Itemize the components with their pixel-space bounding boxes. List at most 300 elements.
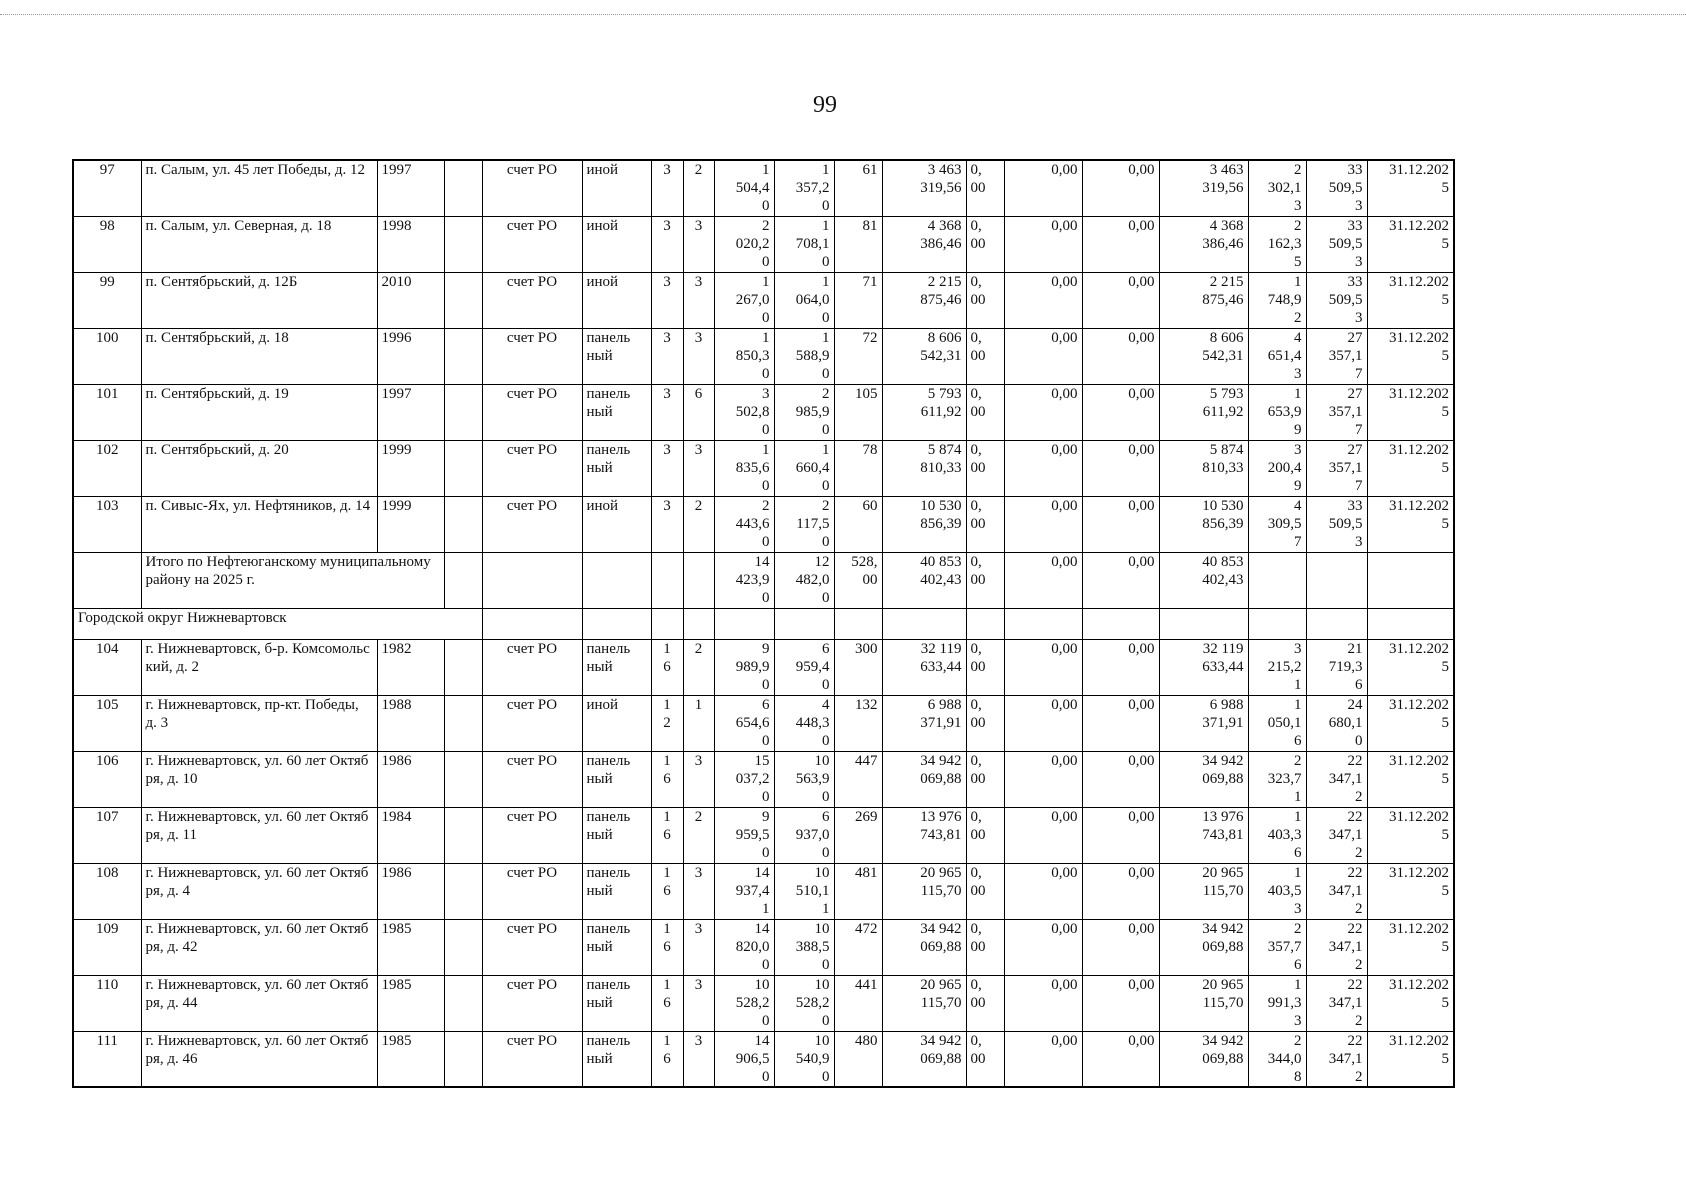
fund-d [1159,272,1248,328]
area-living-text: 10 528,2 0 [795,976,830,1029]
plan-date [1367,807,1454,863]
empty-cell [444,863,482,919]
row-number [73,639,141,695]
wall-material [582,496,651,552]
cost-total-text: 6 988 371,91 [920,696,962,731]
empty-cell [444,216,482,272]
fund-a [966,919,1004,975]
residents-text: 61 [862,162,878,178]
floors-text: 1 6 [663,976,671,1011]
cost-total [882,552,966,608]
build-year-text: 1997 [381,385,412,402]
plan-date-text: 31.12.202 5 [1389,273,1449,308]
area-total [714,695,774,751]
fund-c-text: 0,00 [1128,385,1155,402]
max-cost [1306,751,1367,807]
cost-total [882,919,966,975]
plan-date [1367,919,1454,975]
fund-b-text: 0,00 [1051,1032,1078,1049]
residents [834,807,882,863]
cost-total-text: 5 793 611,92 [920,385,962,420]
floors-text: 3 [663,497,671,514]
plan-date-text: 31.12.202 5 [1389,640,1449,675]
fund-b [1004,863,1082,919]
fund-d [1159,919,1248,975]
cost-total-text: 20 965 115,70 [920,864,962,899]
fund-method [482,1031,582,1087]
wall-material [582,695,651,751]
max-cost [1306,272,1367,328]
address [141,440,377,496]
fund-method-text: счет РО [506,752,558,769]
max-cost [1306,384,1367,440]
max-cost [1306,216,1367,272]
max-cost [1306,496,1367,552]
fund-d-text: 3 463 319,56 [1202,162,1244,196]
area-total [714,384,774,440]
area-living [774,975,834,1031]
build-year [377,1031,444,1087]
area-living-text: 1 660,4 0 [795,441,830,494]
residents [834,695,882,751]
table-row [73,328,1454,384]
fund-c [1082,440,1159,496]
address-text: п. Сентябрьский, д. 19 [145,385,289,402]
fund-d-text: 13 976 743,81 [1202,808,1244,843]
unit-cost-text: 3 200,4 9 [1267,441,1302,494]
total-label [141,552,444,608]
empty-cell [651,608,683,639]
cost-total [882,863,966,919]
fund-c [1082,552,1159,608]
fund-method-text: счет РО [506,385,558,402]
floors [651,975,683,1031]
fund-d [1159,807,1248,863]
fund-c [1082,384,1159,440]
area-total-text: 1 835,6 0 [735,441,770,494]
row-number-text: 110 [96,976,119,993]
fund-method-text: счет РО [506,497,558,514]
empty-cell [444,160,482,216]
entrances [683,807,714,863]
build-year [377,272,444,328]
repair-register-table [72,159,1455,1088]
build-year-text: 1988 [381,696,412,713]
plan-date [1367,496,1454,552]
cost-total [882,975,966,1031]
unit-cost-text: 1 403,5 3 [1267,864,1302,917]
entrances [683,496,714,552]
empty-cell [444,807,482,863]
fund-d [1159,160,1248,216]
residents-text: 60 [862,497,878,514]
fund-c-text: 0,00 [1128,441,1155,458]
empty-cell [444,384,482,440]
address [141,919,377,975]
section-title-text: Городской округ Нижневартовск [78,609,287,626]
build-year [377,440,444,496]
area-total [714,160,774,216]
fund-a-text: 0, 00 [970,808,986,843]
unit-cost-text: 1 050,1 6 [1267,696,1302,749]
floors-text: 1 6 [663,1032,671,1067]
fund-b [1004,160,1082,216]
row-number [73,496,141,552]
residents [834,496,882,552]
row-number-text: 105 [96,696,119,713]
build-year-text: 1984 [381,808,412,825]
fund-c-text: 0,00 [1128,273,1155,290]
table-row [73,639,1454,695]
plan-date-text: 31.12.202 5 [1389,217,1449,252]
floors-text: 3 [663,217,671,234]
wall-material-text: иной [586,162,619,178]
max-cost [1306,807,1367,863]
fund-c [1082,695,1159,751]
table-row [73,975,1454,1031]
area-total-text: 10 528,2 0 [735,976,770,1029]
area-total [714,552,774,608]
unit-cost [1248,1031,1306,1087]
plan-date-text: 31.12.202 5 [1389,864,1449,899]
residents-text: 269 [855,808,878,825]
floors [651,496,683,552]
entrances-text: 1 [694,696,703,713]
fund-c-text: 0,00 [1128,329,1155,346]
fund-d [1159,552,1248,608]
max-cost-text: 27 357,1 7 [1328,385,1363,438]
entrances-text: 2 [694,497,703,514]
fund-b-text: 0,00 [1051,329,1078,346]
entrances-text: 3 [694,329,703,346]
wall-material [582,639,651,695]
cost-total-text: 5 874 810,33 [920,441,962,476]
cost-total [882,160,966,216]
floors [651,919,683,975]
plan-date [1367,384,1454,440]
fund-b [1004,496,1082,552]
residents [834,552,882,608]
floors [651,1031,683,1087]
fund-c [1082,160,1159,216]
max-cost-text: 27 357,1 7 [1328,329,1363,382]
unit-cost [1248,272,1306,328]
plan-date [1367,160,1454,216]
empty-cell [1004,608,1082,639]
unit-cost-text: 2 302,1 3 [1267,162,1302,214]
floors-text: 1 6 [663,640,671,675]
fund-b-text: 0,00 [1051,441,1078,458]
max-cost [1306,863,1367,919]
residents-text: 132 [855,696,878,713]
max-cost-text: 22 347,1 2 [1328,1032,1363,1085]
total-row [73,552,1454,608]
max-cost [1306,1031,1367,1087]
fund-c-text: 0,00 [1128,1032,1155,1049]
residents [834,1031,882,1087]
row-number [73,975,141,1031]
unit-cost-text: 2 323,7 1 [1267,752,1302,805]
empty-cell [714,608,774,639]
cost-total-text: 4 368 386,46 [920,217,962,252]
unit-cost [1248,751,1306,807]
area-total [714,216,774,272]
unit-cost-text: 2 357,7 6 [1267,920,1302,973]
area-living [774,919,834,975]
fund-d-text: 34 942 069,88 [1202,1032,1244,1067]
max-cost-text: 22 347,1 2 [1328,976,1363,1029]
wall-material-text: панель ный [586,864,631,899]
plan-date-text: 31.12.202 5 [1389,696,1449,731]
table-row [73,695,1454,751]
fund-method [482,975,582,1031]
residents-text: 71 [862,273,878,290]
wall-material [582,807,651,863]
residents [834,160,882,216]
fund-a-text: 0, 00 [970,864,986,899]
floors-text: 3 [663,441,671,458]
fund-a-text: 0, 00 [970,696,986,731]
entrances-text: 3 [694,752,703,769]
area-total-text: 2 443,6 0 [735,497,770,550]
fund-c-text: 0,00 [1128,640,1155,657]
fund-method [482,440,582,496]
empty-cell [774,608,834,639]
residents-text: 300 [855,640,878,657]
wall-material-text: панель ный [586,808,631,843]
fund-d-text: 5 793 611,92 [1202,385,1244,420]
fund-d [1159,440,1248,496]
fund-b-text: 0,00 [1051,497,1078,514]
address [141,328,377,384]
build-year [377,639,444,695]
fund-a-text: 0, 00 [970,385,986,420]
table-row [73,272,1454,328]
empty-cell [444,695,482,751]
fund-d [1159,639,1248,695]
fund-d [1159,328,1248,384]
row-number [73,384,141,440]
entrances-text: 3 [694,273,703,290]
fund-method [482,328,582,384]
fund-method [482,639,582,695]
plan-date-text: 31.12.202 5 [1389,441,1449,476]
residents-text: 481 [855,864,878,881]
address-text: п. Сивыс-Ях, ул. Нефтяников, д. 14 [145,497,371,514]
fund-method-text: счет РО [506,162,558,178]
area-living [774,272,834,328]
row-number-text: 106 [96,752,119,769]
area-living [774,328,834,384]
address-text: г. Нижневартовск, ул. 60 лет Октября, д. 42 [145,920,369,955]
area-living [774,639,834,695]
fund-a-text: 0, 00 [970,1032,986,1067]
residents-text: 72 [862,329,878,346]
plan-date-text: 31.12.202 5 [1389,162,1449,196]
row-number [73,695,141,751]
fund-method-text: счет РО [506,808,558,825]
cost-total [882,440,966,496]
plan-date [1367,328,1454,384]
unit-cost [1248,919,1306,975]
cost-total [882,807,966,863]
build-year [377,160,444,216]
area-living-text: 4 448,3 0 [795,696,830,749]
floors-text: 1 6 [663,808,671,843]
entrances [683,695,714,751]
max-cost-text: 22 347,1 2 [1328,864,1363,917]
fund-d-text: 10 530 856,39 [1202,497,1244,532]
fund-c-text: 0,00 [1128,553,1155,570]
fund-b [1004,807,1082,863]
entrances [683,384,714,440]
entrances-text: 6 [694,385,703,402]
entrances [683,863,714,919]
row-number [73,863,141,919]
wall-material-text: панель ный [586,976,631,1011]
cost-total [882,751,966,807]
floors [651,328,683,384]
cost-total-text: 20 965 115,70 [920,976,962,1011]
fund-method [482,807,582,863]
fund-b [1004,384,1082,440]
floors [651,160,683,216]
area-total [714,1031,774,1087]
area-total-text: 1 850,3 0 [735,329,770,382]
fund-a-text: 0, 00 [970,441,986,476]
fund-a-text: 0, 00 [970,920,986,955]
fund-method [482,919,582,975]
wall-material-text: панель ный [586,752,631,787]
unit-cost-text: 2 162,3 5 [1267,217,1302,270]
max-cost-text: 33 509,5 3 [1328,497,1363,550]
entrances-text: 2 [694,808,703,825]
entrances [683,160,714,216]
fund-b [1004,1031,1082,1087]
max-cost [1306,160,1367,216]
fund-a-text: 0, 00 [970,553,986,588]
fund-d [1159,384,1248,440]
fund-d [1159,695,1248,751]
empty-cell [651,552,683,608]
build-year-text: 1985 [381,976,412,993]
table-row [73,919,1454,975]
entrances-text: 3 [694,217,703,234]
row-number-text: 102 [96,441,119,458]
section-header-row [73,608,1454,639]
floors [651,272,683,328]
cost-total [882,496,966,552]
empty-cell [444,328,482,384]
entrances-text: 3 [694,864,703,881]
unit-cost [1248,328,1306,384]
row-number-text: 98 [99,217,115,234]
build-year [377,807,444,863]
build-year [377,328,444,384]
entrances [683,751,714,807]
fund-c-text: 0,00 [1128,864,1155,881]
area-total-text: 1 267,0 0 [735,273,770,326]
area-total-text: 3 502,8 0 [735,385,770,438]
fund-a [966,751,1004,807]
fund-method-text: счет РО [506,976,558,993]
max-cost-text: 21 719,3 6 [1328,640,1363,693]
empty-cell [73,552,141,608]
fund-c-text: 0,00 [1128,217,1155,234]
floors-text: 1 2 [663,696,671,731]
area-total [714,440,774,496]
max-cost-text: 33 509,5 3 [1328,217,1363,270]
area-total-text: 14 820,0 0 [735,920,770,973]
residents [834,328,882,384]
row-number [73,440,141,496]
area-total-text: 14 423,9 0 [735,553,770,606]
address [141,216,377,272]
address-text: г. Нижневартовск, ул. 60 лет Октября, д. 11 [145,808,369,843]
address-text: г. Нижневартовск, пр-кт. Победы, д. 3 [145,696,359,731]
wall-material [582,384,651,440]
max-cost [1306,695,1367,751]
max-cost-text: 33 509,5 3 [1328,273,1363,326]
area-total [714,496,774,552]
row-number-text: 104 [96,640,119,657]
fund-a [966,695,1004,751]
plan-date-text: 31.12.202 5 [1389,497,1449,532]
cost-total [882,695,966,751]
unit-cost-text: 1 653,9 9 [1267,385,1302,438]
table-row [73,160,1454,216]
entrances [683,328,714,384]
fund-method-text: счет РО [506,864,558,881]
cost-total [882,384,966,440]
fund-c [1082,328,1159,384]
fund-method [482,216,582,272]
row-number-text: 97 [99,162,115,178]
fund-method [482,751,582,807]
address-text: п. Сентябрьский, д. 12Б [145,273,298,290]
fund-a [966,1031,1004,1087]
address-text: г. Нижневартовск, б-р. Комсомольский, д. 2 [145,640,370,675]
fund-d-text: 32 119 633,44 [1202,640,1244,675]
entrances [683,440,714,496]
plan-date-text: 31.12.202 5 [1389,920,1449,955]
area-living-text: 6 959,4 0 [795,640,830,693]
cost-total [882,328,966,384]
unit-cost-text: 3 215,2 1 [1267,640,1302,693]
fund-b [1004,975,1082,1031]
fund-method-text: счет РО [506,1032,558,1049]
fund-a [966,975,1004,1031]
fund-c [1082,496,1159,552]
fund-method-text: счет РО [506,640,558,657]
fund-a [966,807,1004,863]
residents [834,440,882,496]
cost-total-text: 34 942 069,88 [920,1032,962,1067]
unit-cost [1248,160,1306,216]
fund-b [1004,272,1082,328]
empty-cell [444,552,482,608]
empty-cell [966,608,1004,639]
area-total-text: 1 504,4 0 [735,162,770,214]
wall-material [582,1031,651,1087]
empty-cell [482,608,582,639]
residents-text: 472 [855,920,878,937]
fund-d-text: 20 965 115,70 [1202,864,1244,899]
area-total-text: 6 654,6 0 [735,696,770,749]
area-total-text: 14 937,4 1 [735,864,770,917]
floors [651,695,683,751]
fund-b-text: 0,00 [1051,864,1078,881]
